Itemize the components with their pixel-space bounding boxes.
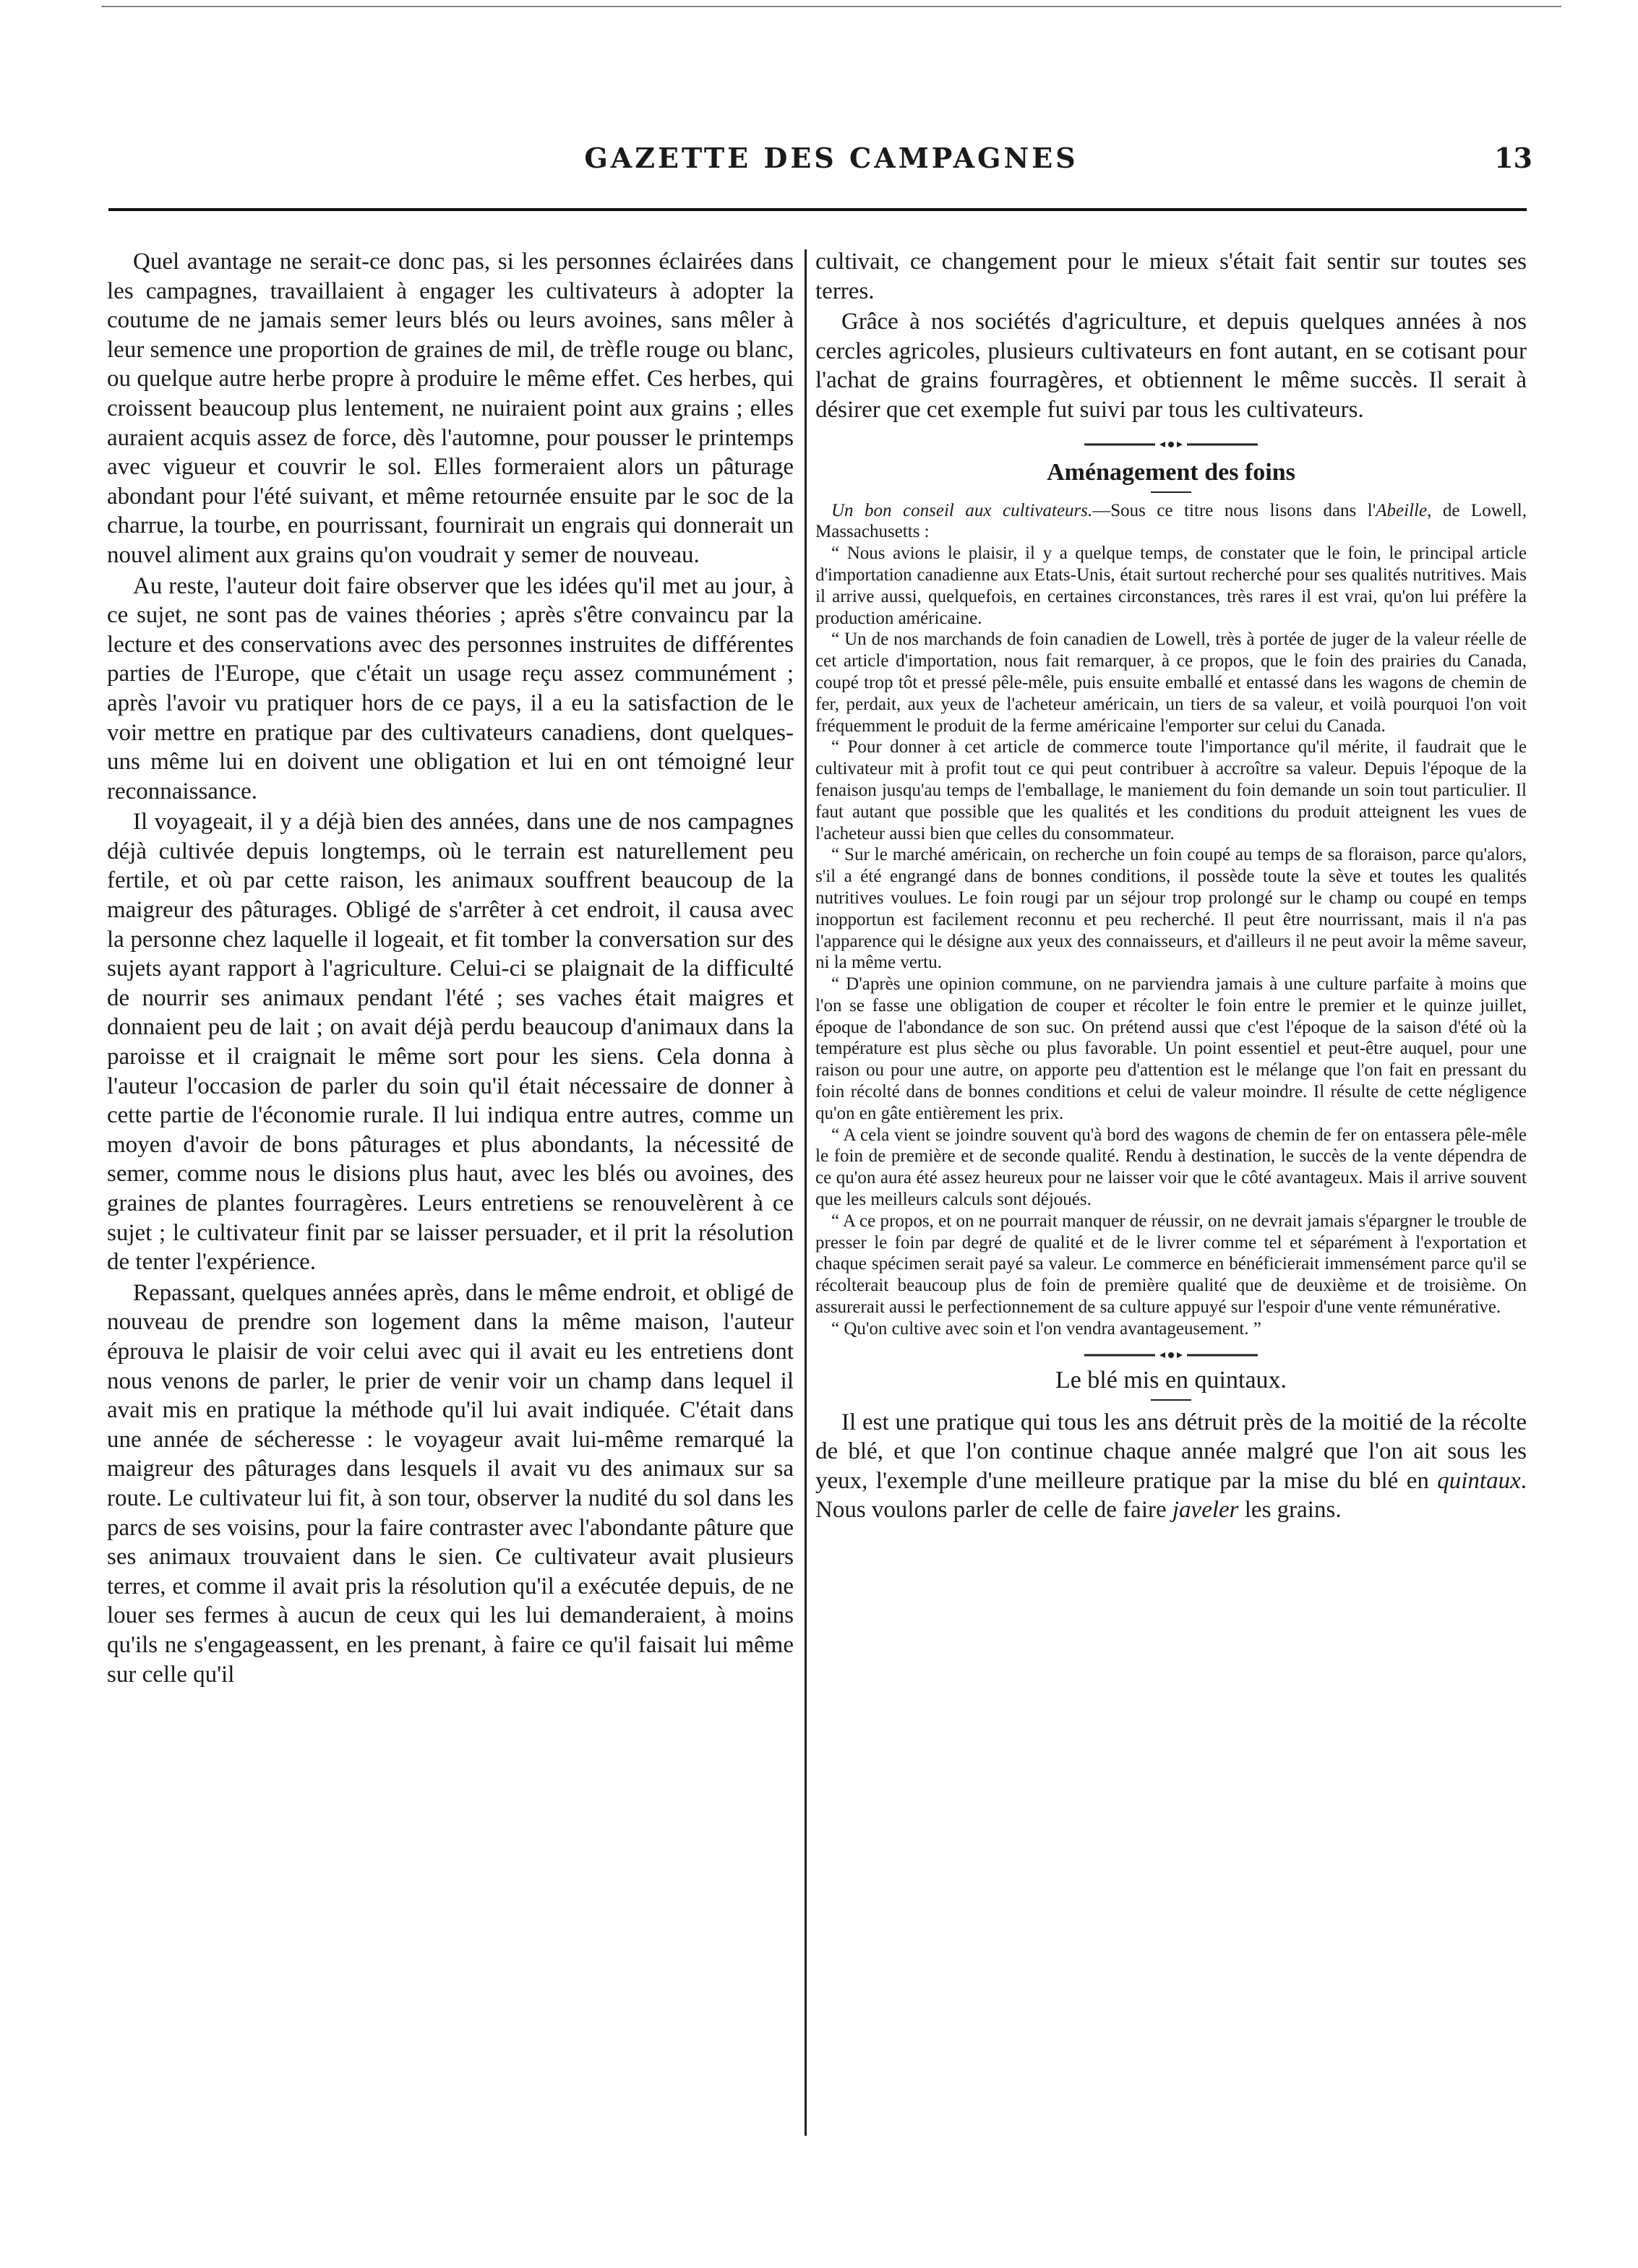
right-intro-paragraph-1: cultivait, ce changement pour le mieux s'était fait sentir sur toutes ses terres. <box>815 249 1527 304</box>
section1-paragraph-2: “ Un de nos marchands de foin canadien de Lowell, très à portée de juger de la valeur réelle de cet article d'importation, nous fait remarquer, à ce propos, que le foin des prairies du Canada, coupé trop tôt et pressé pêle-mêle, puis ensuite emballé et entassé dans les wagons de chemin de fer, perdait, aux yeux de l'acheteur américain, un tiers de sa valeur, et voilà pourquoi l'on voit fréquemment le produit de la ferme américaine l'emporter sur celui du Canada. <box>815 630 1527 736</box>
heading-underline <box>1151 491 1191 493</box>
ornamental-separator-2 <box>1070 1347 1272 1363</box>
section2-text-middle: . Nous voulons parler de celle de faire <box>815 1467 1527 1524</box>
section-heading-hay: Aménagement des foins <box>1047 458 1295 486</box>
section2-text-before: Il est une pratique qui tous les ans détruit près de la moitié de la récolte de blé, et que l'on continue chaque année malgré que l'on ait sous les yeux, l'exemple d'une meilleure pratique par la mise du blé en <box>815 1409 1527 1494</box>
section1-lead <box>815 500 1527 544</box>
left-paragraph-2: Au reste, l'auteur doit faire observer que les idées qu'il met au jour, à ce sujet, ne sont pas de vaines théories ; après s'être convaincu par la lecture et des conservations avec des personnes instruites de différentes parties de l'Europe, que c'était un usage reçu assez communément ; après l'avoir vu pratiquer hors de ce pays, il a eu la satisfaction de le voir mettre en pratique par des cultivateurs canadiens, dont quelques-uns même lui en doivent une obligation et lui en ont témoigné leur reconnaissance. <box>107 572 794 804</box>
page-number: 13 <box>1494 142 1532 174</box>
right-column <box>815 247 1527 1525</box>
lead-rest: —Sous ce titre nous lisons dans l' <box>1092 500 1376 520</box>
section2-italic-javeler: javeler <box>1172 1497 1239 1524</box>
column-divider <box>805 249 807 2136</box>
section1-paragraph-6: “ A cela vient se joindre souvent qu'à bord des wagons de chemin de fer on entassera pêle-mêle le foin de première et de seconde qualité. Rendu à destination, le succès de la vente dépendra de ce qu'on aura été assez heureux pour ne laisser voir que le côté avantageux. Mais il arrive souvent que les meilleurs calculs sont déjoués. <box>815 1125 1527 1210</box>
heading-underline-2 <box>1151 1399 1191 1401</box>
section2-paragraph <box>815 1408 1527 1525</box>
left-column <box>107 247 794 1689</box>
right-intro-paragraph-2: Grâce à nos sociétés d'agriculture, et depuis quelques années à nos cercles agricoles, plusieurs cultivateurs en font autant, en se cotisant pour l'achat de grains fourragères, et obtiennent le même succès. Il serait à désirer que cet exemple fut suivi par tous les cultivateurs. <box>815 309 1527 423</box>
source-name: Abeille <box>1376 500 1428 520</box>
left-paragraph-1: Quel avantage ne serait-ce donc pas, si les personnes éclairées dans les campagnes, travaillaient à engager les cultivateurs à adopter la coutume de ne jamais semer leurs blés ou leurs avoines, sans mêler à leur semence une proportion de graines de mil, de trèfle rouge ou blanc, ou quelque autre herbe propre à produire le même effet. Ces herbes, qui croissent beaucoup plus lentement, ne nuiraient point aux grains ; elles auraient acquis assez de force, dès l'automne, pour pousser le printemps avec vigueur et couvrir le sol. Elles formeraient alors un pâturage abondant pour l'été suivant, et même retournée ensuite par le soc de la charrue, la tourbe, en pourrissant, fournirait un engrais qui donnerait un nouvel aliment aux grains qu'on voudrait y semer de nouveau. <box>107 249 794 568</box>
top-border-line <box>101 6 1561 7</box>
left-paragraph-4: Repassant, quelques années après, dans le même endroit, et obligé de nouveau de prendre son logement dans la même maison, l'auteur éprouva le plaisir de voir celui avec qui il avait eu les entretiens dont nous venons de parler, le prier de venir voir un champ dans lequel il avait mis en pratique la méthode qu'il lui avait indiquée. C'était dans une année de sécheresse : le voyageur avait lui-même remarqué la maigreur des pâturages dans lesquels il avait vu des animaux sur sa route. Le cultivateur lui fit, à son tour, observer la nudité du sol dans les parcs de ses voisins, pour la faire contraster avec l'abondante pâture que ses animaux trouvaient dans le sien. Ce cultivateur avait plusieurs terres, et comme il avait pris la résolution qu'il a exécutée depuis, de ne louer ses fermes à aucun de ceux qui les lui demanderaient, à moins qu'ils ne s'engageassent, en les prenant, à faire ce qu'il faisait lui même sur celle qu'il <box>107 1279 794 1688</box>
section1-paragraph-4: “ Sur le marché américain, on recherche un foin coupé au temps de sa floraison, parce qu'alors, s'il a été engrangé dans de bonnes conditions, il possède toute la sève et toutes les qualités nutritives voulues. Le foin rougi par un séjour trop prolongé sur le champ ou coupé en temps inopportun est facilement reconnu et peu recherché. Il peut être nourrissant, mais il n'a pas l'apparence qui le désigne aux yeux des connaisseurs, et d'ailleurs il ne peut avoir la même saveur, ni la même vertu. <box>815 845 1527 973</box>
page-header <box>108 142 1554 185</box>
section1-paragraph-3: “ Pour donner à cet article de commerce toute l'importance qu'il mérite, il faudrait que le cultivateur mit à profit tout ce qui peut contribuer à accroître sa valeur. Depuis l'époque de la fenaison jusqu'au temps de l'emballage, le maniement du foin demande un soin tout particulier. Il faut autant que possible que les qualités et les conditions du produit atteignent les vues de l'acheteur aussi bien que celles du consommateur. <box>815 737 1527 843</box>
header-rule <box>108 208 1527 211</box>
section-heading-wheat: Le blé mis en quintaux. <box>1055 1366 1287 1393</box>
left-paragraph-3: Il voyageait, il y a déjà bien des années, dans une de nos campagnes déjà cultivée depuis longtemps, où le terrain est naturellement peu fertile, et où par cette raison, les animaux souffrent beaucoup de la maigreur des pâturages. Obligé de s'arrêter à cet endroit, il causa avec la personne chez laquelle il logeait, et fit tomber la conversation sur des sujets ayant rapport à l'agriculture. Celui-ci se plaignait de la difficulté de nourrir ses animaux pendant l'été ; ses vaches était maigres et donnaient peu de lait ; on avait déjà perdu beaucoup d'animaux dans la paroisse et il craignait le même sort pour les siens. Cela donna à l'auteur l'occasion de parler du soin qu'il était nécessaire de donner à cette partie de l'économie rurale. Il lui indiqua entre autres, comme un moyen d'avoir de bons pâturages et plus abondants, la nécessité de semer, comme nous le disions plus haut, avec les blés ou avoines, des graines de plantes fourragères. Leurs entretiens se renouvelèrent à ce sujet ; le cultivateur finit par se laisser persuader, et il prit la résolution de tenter l'expérience. <box>107 809 794 1276</box>
section1-paragraph-1: “ Nous avions le plaisir, il y a quelque temps, de constater que le foin, le principal article d'importation canadienne aux Etats-Unis, était surtout recherché pour ses qualités nutritives. Mais il arrive aussi, quelquefois, en certaines circonstances, très rares il est vrai, qu'on lui préfère la production américaine. <box>815 544 1527 628</box>
ornamental-separator <box>1070 437 1272 452</box>
section1-paragraph-5: “ D'après une opinion commune, on ne parviendra jamais à une culture parfaite à moins que l'on se fasse une obligation de couper et récolter le foin entre le premier et le quinze juillet, époque de l'abondance de son suc. On prétend aussi que c'est l'époque de la saison d'été où la température est plus sèche ou plus favorable. Un point essentiel et peut-être auquel, pour une raison ou pour une autre, on apporte peu d'attention est le mélange que l'on fait en pressant du foin récolté dans de bonnes conditions et celui de valeur moindre. Il résulte de cette négligence qu'on en gâte entièrement les prix. <box>815 974 1527 1123</box>
section2-text-after: les grains. <box>1238 1497 1342 1524</box>
section1-paragraph-8: “ Qu'on cultive avec soin et l'on vendra avantageusement. ” <box>831 1318 1261 1339</box>
section1-paragraph-7: “ A ce propos, et on ne pourrait manquer de réussir, on ne devrait jamais s'épargner le trouble de presser le foin par degré de qualité et de le livrer comme tel et séparément à l'exportation et chaque spécimen serait payé sa valeur. Le commerce en bénéficierait immensément parce qu'il se récolterait beaucoup plus de foin de première qualité que de deuxième et de troisième. On assurerait aussi le perfectionnement de sa culture appuyé sur l'espoir d'une vente rémunérative. <box>815 1211 1527 1318</box>
newspaper-title: GAZETTE DES CAMPAGNES <box>584 142 1079 174</box>
section2-italic-quintaux: quintaux <box>1437 1467 1521 1494</box>
lead-italic: Un bon conseil aux cultivateurs. <box>831 500 1093 520</box>
source-rest: , de Lowell, Massachusetts : <box>815 500 1527 542</box>
